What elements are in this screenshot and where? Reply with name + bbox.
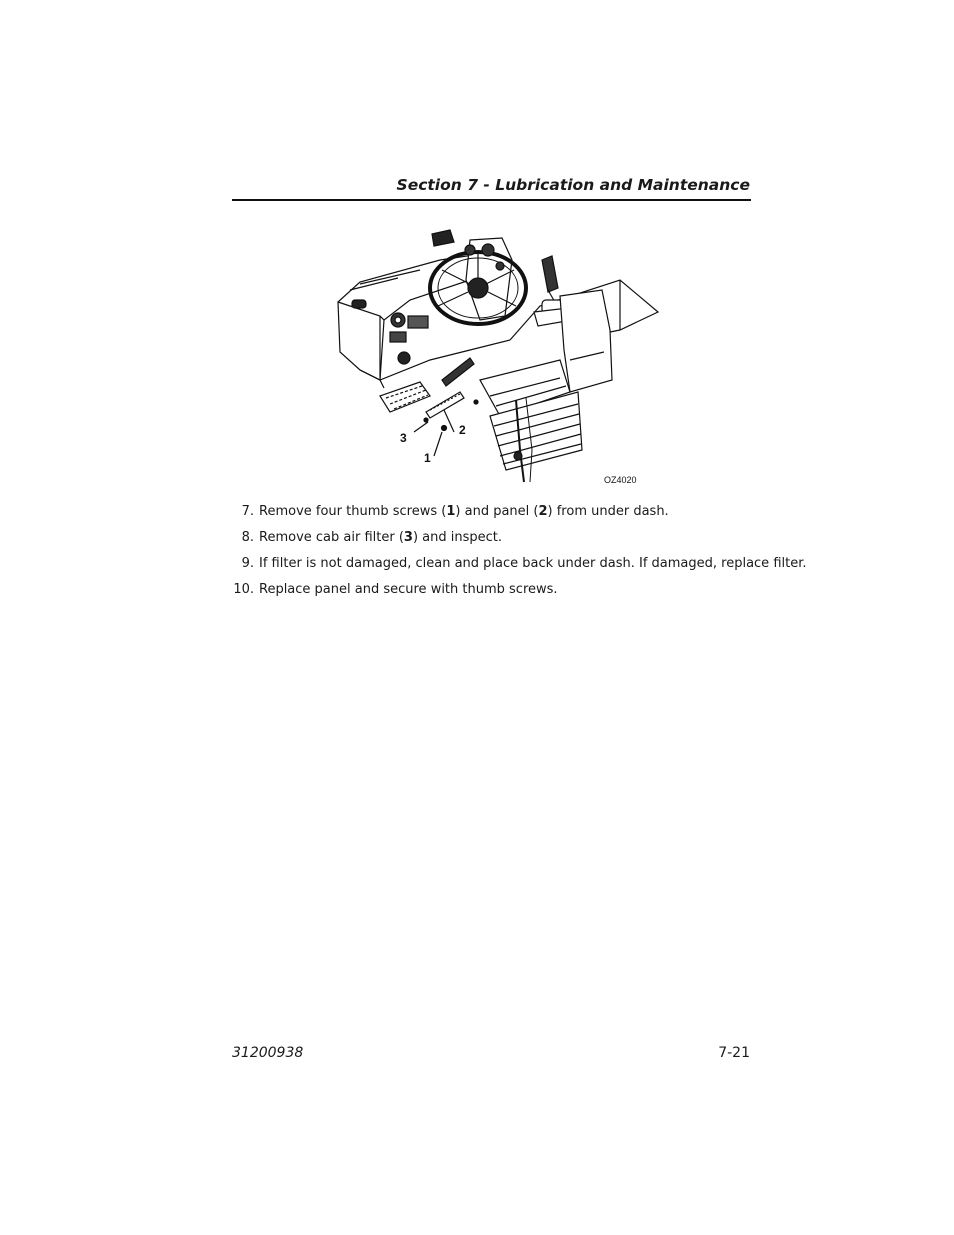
header-rule (232, 199, 751, 201)
step-8 (232, 529, 752, 555)
panel-ref: 2 (538, 504, 548, 519)
cab-drawing (320, 220, 660, 490)
step-text: Replace panel and secure with thumb screws. (259, 582, 558, 597)
step-number: 8. (241, 530, 254, 545)
step-text: ) and panel ( (455, 504, 539, 519)
step-9 (232, 555, 807, 581)
step-10 (232, 581, 752, 607)
cab-interior-illustration (320, 220, 660, 490)
step-text: ) from under dash. (547, 504, 669, 519)
step-text: Remove cab air filter ( (259, 530, 404, 545)
step-7 (232, 503, 752, 529)
callout-2: 2 (459, 423, 466, 437)
callout-3: 3 (400, 431, 407, 445)
figure-code: OZ4020 (604, 475, 637, 485)
step-text: If filter is not damaged, clean and place back under dash. If damaged, replace filter. (259, 556, 807, 571)
document-number: 31200938 (232, 1045, 304, 1061)
callout-1: 1 (424, 451, 431, 465)
filter-ref: 3 (403, 530, 413, 545)
step-number: 10. (233, 582, 254, 597)
page-number: 7-21 (718, 1045, 750, 1061)
step-text: ) and inspect. (412, 530, 502, 545)
thumb-screw-ref: 1 (446, 504, 456, 519)
step-number: 7. (241, 504, 254, 519)
step-text: Remove four thumb screws ( (259, 504, 447, 519)
procedure-steps (232, 503, 807, 607)
step-number: 9. (241, 556, 254, 571)
section-title: Section 7 - Lubrication and Maintenance (396, 176, 750, 194)
